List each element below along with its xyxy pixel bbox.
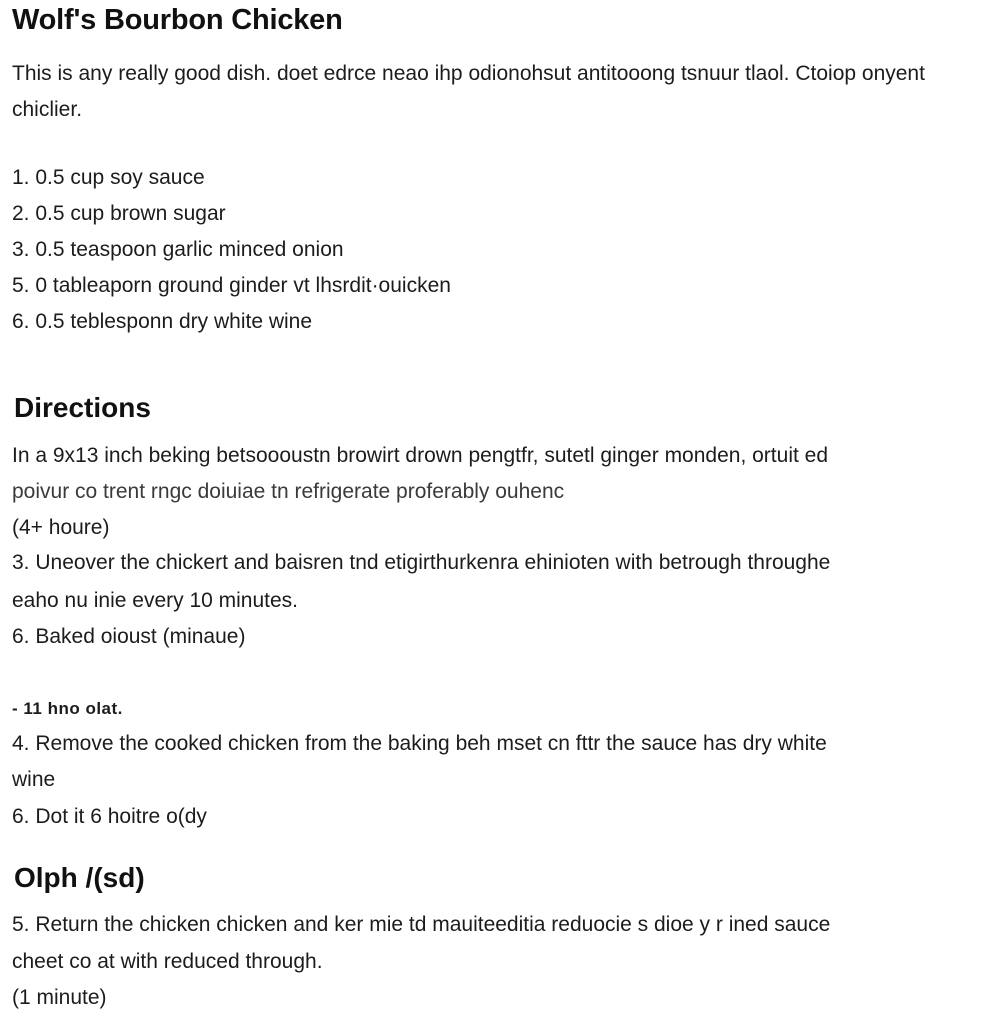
- ingredient-item: 3. 0.5 teaspoon garlic minced onion: [12, 238, 344, 261]
- direction-line: 6. Baked oioust (minaue): [12, 625, 246, 648]
- finish-line: cheet co at with reduced through.: [12, 950, 323, 973]
- ingredients-list: [12, 160, 451, 340]
- page-title: Wolf's Bourbon Chicken: [12, 4, 343, 36]
- direction-line: 4. Remove the cooked chicken from the baking beh mset cn fttr the sauce has dry white: [12, 732, 827, 755]
- finish-line: (1 minute): [12, 986, 107, 1009]
- direction-line: poivur co trent rngc doiuiae tn refrigerate proferably ouhenc: [12, 480, 565, 503]
- direction-line: eaho nu inie every 10 minutes.: [12, 589, 299, 612]
- direction-line: wine: [12, 768, 56, 791]
- direction-line: 3. Uneover the chickert and baisren tnd etigirthurkenra ehinioten with betrough throughe: [12, 551, 831, 574]
- direction-line: In a 9x13 inch beking betsoooustn browirt drown pengtfr, sutetl ginger monden, ortuit ed: [12, 444, 829, 467]
- direction-line: (4+ houre): [12, 516, 110, 539]
- ingredient-item: 5. 0 tableaporn ground ginder vt lhsrdit·ouicken: [12, 274, 451, 297]
- direction-line: 6. Dot it 6 hoitre o(dy: [12, 805, 207, 828]
- recipe-intro: This is any really good dish. doet edrce neao ihp odionohsut antitooong tsnuur tlaol. Ctoiop onyent chiclier.: [12, 62, 925, 121]
- direction-sub-label: - 11 hno olat.: [12, 699, 123, 718]
- directions-heading: Directions: [14, 392, 151, 423]
- ingredient-item: 2. 0.5 cup brown sugar: [12, 202, 226, 225]
- finish-line: 5. Return the chicken chicken and ker mie td mauiteeditia reduocie s dioe y r ined sauce: [12, 913, 831, 936]
- second-heading: Olph /(sd): [14, 862, 145, 893]
- ingredient-item: 6. 0.5 teblesponn dry white wine: [12, 310, 313, 333]
- ingredient-item: 1. 0.5 cup soy sauce: [12, 166, 205, 189]
